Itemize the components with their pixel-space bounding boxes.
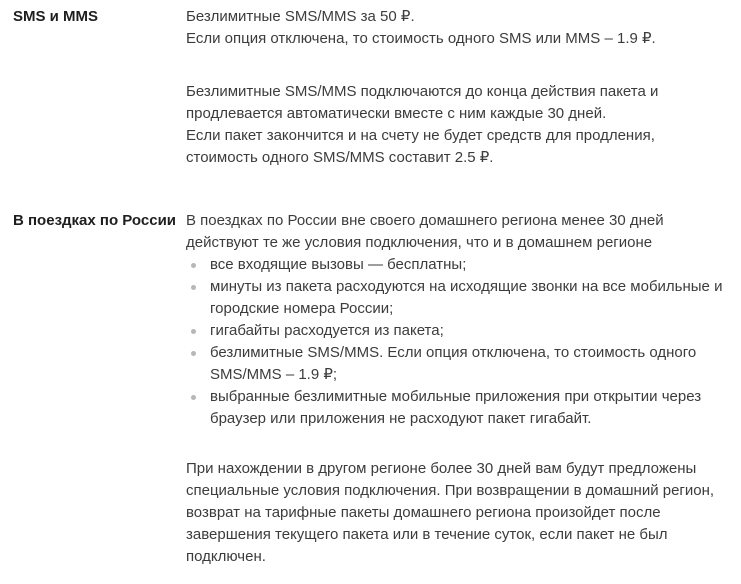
travel-intro-paragraph: В поездках по России вне своего домашнего региона менее 30 дней действуют те же условия подключения, что и в домашнем регионе [186, 212, 664, 251]
travel-conditions-list [186, 254, 729, 430]
bullet-unlimited-apps: выбранные безлимитные мобильные приложения при открытии через браузер или приложения не расходуют пакет гигабайт. [186, 386, 729, 430]
bullet-package-minutes: минуты из пакета расходуются на исходящие звонки на все мобильные и городские номера России; [186, 276, 729, 320]
section-label-sms-mms: SMS и MMS [13, 8, 99, 25]
section-content-travel-russia [186, 210, 735, 568]
section-content-sms-mms [186, 6, 735, 169]
travel-outro-paragraph: При нахождении в другом регионе более 30 дней вам будут предложены специальные условия подключения. При возвращении в домашний регион, возврат на тарифные пакеты домашнего региона произойдет после завершения текущего пакета или в течение суток, если пакет не был подключен. [186, 460, 715, 565]
paragraph-sms-renewal: Безлимитные SMS/MMS подключаются до конца действия пакета и продлевается автоматически вместе с ним каждые 30 дней. Если пакет закончится и на счету не будет средств для продления, стоимость одного SMS/MMS составит 2.5 ₽. [186, 83, 659, 166]
section-sms-mms [13, 6, 741, 169]
section-travel-russia [13, 210, 741, 568]
bullet-incoming-calls: все входящие вызовы — бесплатны; [186, 254, 729, 276]
bullet-unlimited-sms: безлимитные SMS/MMS. Если опция отключена, то стоимость одного SMS/MMS – 1.9 ₽; [186, 342, 729, 386]
bullet-gigabytes: гигабайты расходуется из пакета; [186, 320, 729, 342]
paragraph-sms-price: Безлимитные SMS/MMS за 50 ₽. Если опция отключена, то стоимость одного SMS или MMS – 1.9 ₽. [186, 8, 656, 47]
section-label-travel-russia: В поездках по России [13, 212, 177, 229]
